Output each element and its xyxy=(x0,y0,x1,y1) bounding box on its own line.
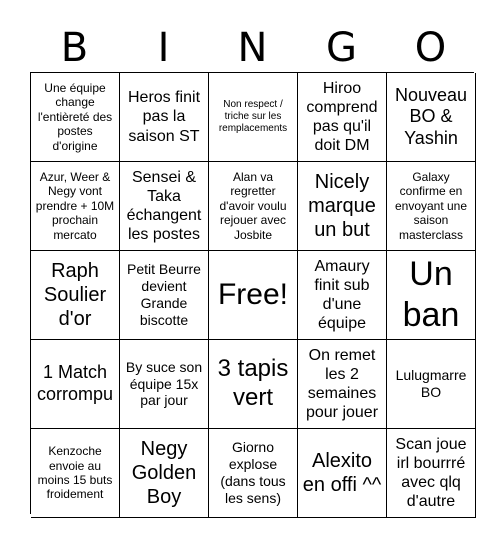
header-letter-n: N xyxy=(237,25,268,71)
bingo-cell-r5c2[interactable]: Negy Golden Boy xyxy=(120,429,209,518)
bingo-cell-r4c1[interactable]: 1 Match corrompu xyxy=(31,340,120,429)
bingo-cell-r3c2[interactable]: Petit Beurre devient Grande biscotte xyxy=(120,251,209,340)
header-letter-o: O xyxy=(414,25,447,71)
bingo-cell-r3c1[interactable]: Raph Soulier d'or xyxy=(31,251,120,340)
bingo-cell-r2c1[interactable]: Azur, Weer & Negy vont prendre + 10M prochain mercato xyxy=(31,162,120,251)
bingo-cell-r2c3[interactable]: Alan va regretter d'avoir voulu rejouer avec Josbite xyxy=(209,162,298,251)
bingo-cell-r2c2[interactable]: Sensei & Taka échangent les postes xyxy=(120,162,209,251)
bingo-header xyxy=(30,24,475,72)
bingo-cell-r1c2[interactable]: Heros finit pas la saison ST xyxy=(120,73,209,162)
bingo-cell-r5c3[interactable]: Giorno explose (dans tous les sens) xyxy=(209,429,298,518)
bingo-cell-r3c4[interactable]: Amaury finit sub d'une équipe xyxy=(298,251,387,340)
bingo-grid xyxy=(30,72,474,514)
bingo-cell-r4c2[interactable]: By suce son équipe 15x par jour xyxy=(120,340,209,429)
bingo-cell-r5c5[interactable]: Scan joue irl bourrré avec qlq d'autre xyxy=(387,429,476,518)
bingo-cell-r5c4[interactable]: Alexito en offi ^^ xyxy=(298,429,387,518)
bingo-cell-r1c3[interactable]: Non respect / triche sur les remplacements xyxy=(209,73,298,162)
bingo-cell-r1c5[interactable]: Nouveau BO & Yashin xyxy=(387,73,476,162)
bingo-cell-r4c3[interactable]: 3 tapis vert xyxy=(209,340,298,429)
bingo-cell-r1c4[interactable]: Hiroo comprend pas qu'il doit DM xyxy=(298,73,387,162)
header-letter-i: I xyxy=(157,25,170,71)
bingo-cell-free[interactable]: Free! xyxy=(209,251,298,340)
bingo-cell-r4c5[interactable]: Lulugmarre BO xyxy=(387,340,476,429)
bingo-cell-r5c1[interactable]: Kenzoche envoie au moins 15 buts froidement xyxy=(31,429,120,518)
bingo-cell-r1c1[interactable]: Une équipe change l'entièreté des postes d'origine xyxy=(31,73,120,162)
bingo-cell-r2c4[interactable]: Nicely marque un but xyxy=(298,162,387,251)
bingo-cell-r4c4[interactable]: On remet les 2 semaines pour jouer xyxy=(298,340,387,429)
header-letter-b: B xyxy=(60,25,89,71)
bingo-cell-r3c5[interactable]: Un ban xyxy=(387,251,476,340)
header-letter-g: G xyxy=(326,25,357,71)
bingo-cell-r2c5[interactable]: Galaxy confirme en envoyant une saison masterclass xyxy=(387,162,476,251)
